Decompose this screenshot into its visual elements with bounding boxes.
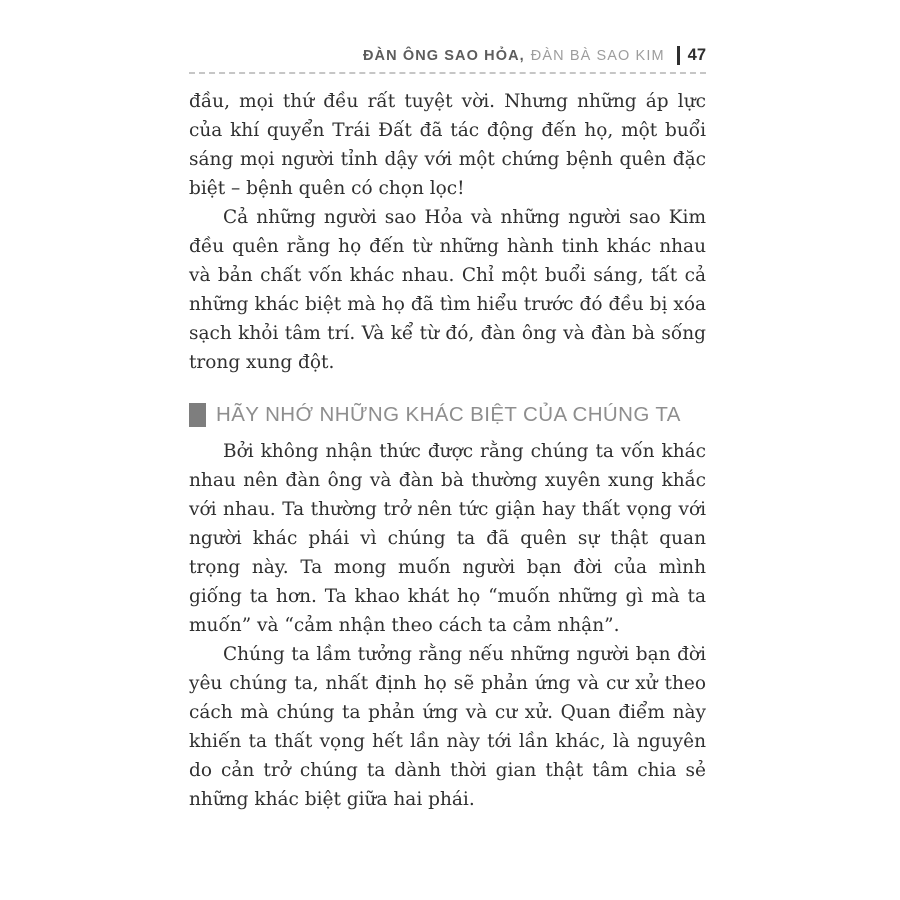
- section-heading-text: HÃY NHỚ NHỮNG KHÁC BIỆT CỦA CHÚNG TA: [216, 403, 681, 426]
- running-title-secondary: ĐÀN BÀ SAO KIM: [530, 48, 665, 64]
- paragraph-opening: đầu, mọi thứ đều rất tuyệt vời. Nhưng những áp lực của khí quyển Trái Đất đã tác động đến họ, một buổi sáng mọi người tỉnh dậy với một chứng bệnh quên đặc biệt – bệnh quên có chọn lọc!: [189, 91, 706, 199]
- book-page: [189, 0, 706, 814]
- paragraph-2: Cả những người sao Hỏa và những người sao Kim đều quên rằng họ đến từ những hành tinh khác nhau và bản chất vốn khác nhau. Chỉ một buổi sáng, tất cả những khác biệt mà họ đã tìm hiểu trước đó đều bị xóa sạch khỏi tâm trí. Và kể từ đó, đàn ông và đàn bà sống trong xung đột.: [189, 207, 706, 373]
- page-body: [189, 87, 706, 814]
- dashed-divider: [189, 72, 706, 74]
- paragraph-3: Bởi không nhận thức được rằng chúng ta vốn khác nhau nên đàn ông và đàn bà thường xuyên xung khắc với nhau. Ta thường trở nên tức giận hay thất vọng với người khác phái vì chúng ta đã quên sự thật quan trọng này. Ta mong muốn người bạn đời của mình giống ta hơn. Ta khao khát họ “muốn những gì mà ta muốn” và “cảm nhận theo cách ta cảm nhận”.: [189, 441, 706, 636]
- running-title-primary: ĐÀN ÔNG SAO HỎA,: [362, 48, 525, 64]
- page-header: [189, 46, 706, 65]
- section-heading: [189, 400, 706, 429]
- page-number: 47: [677, 46, 706, 65]
- paragraph-4: Chúng ta lầm tưởng rằng nếu những người bạn đời yêu chúng ta, nhất định họ sẽ phản ứng và cư xử theo cách mà chúng ta phản ứng và cư xử. Quan điểm này khiến ta thất vọng hết lần này tới lần khác, là nguyên do cản trở chúng ta dành thời gian thật tâm chia sẻ những khác biệt giữa hai phái.: [189, 644, 706, 810]
- section-marker-square: [189, 403, 206, 427]
